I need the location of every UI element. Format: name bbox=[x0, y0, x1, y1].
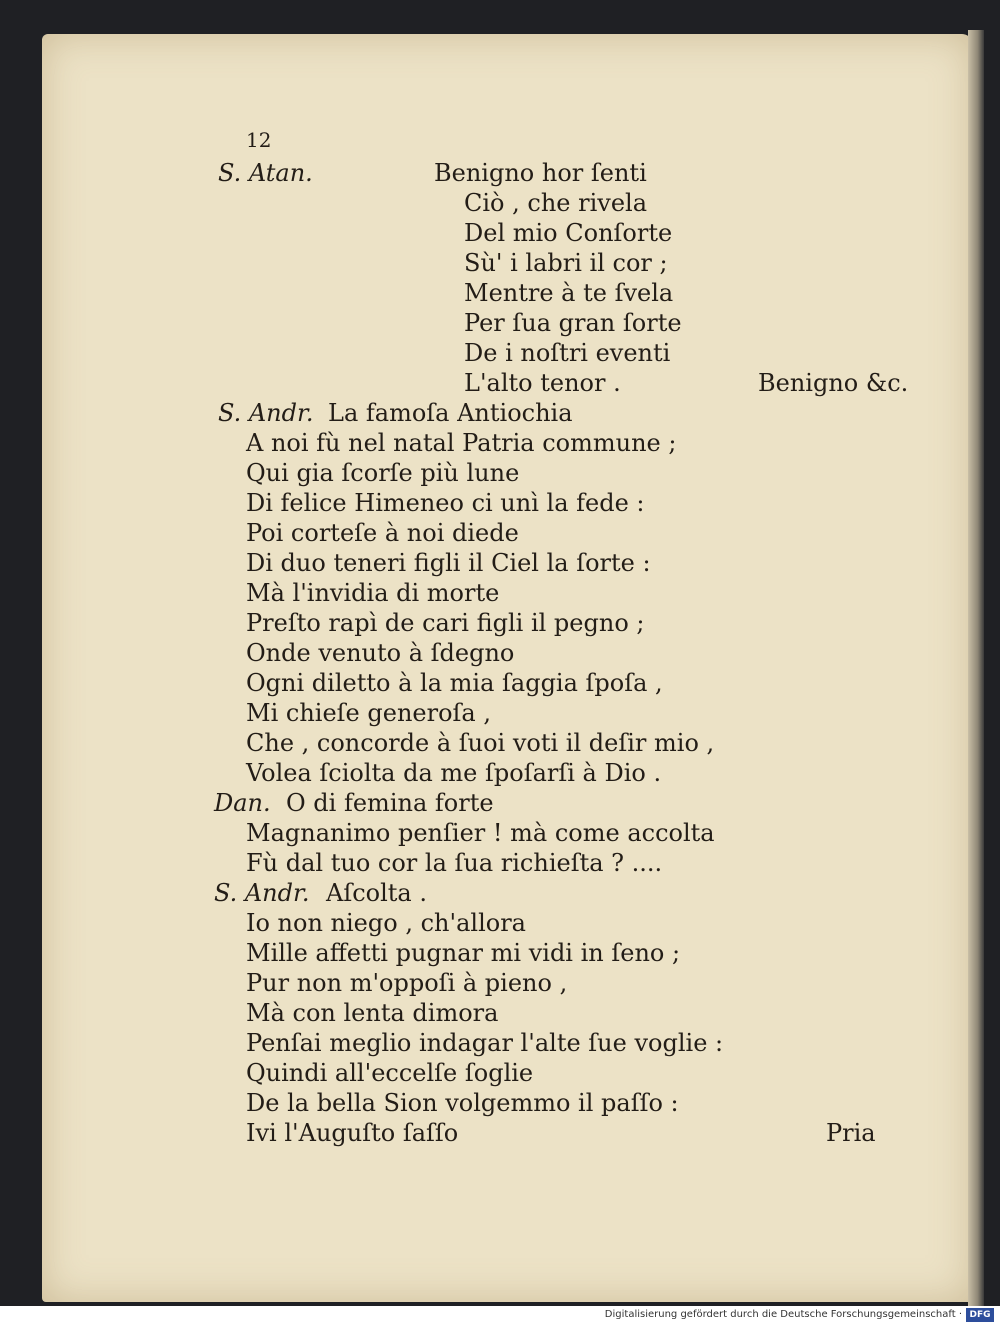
verse-line: L'alto tenor . bbox=[464, 369, 621, 397]
verse-line: Ogni diletto à la mia ſaggia ſpoſa , bbox=[246, 669, 663, 697]
verse-line: Magnanimo penſier ! mà come accolta bbox=[246, 819, 715, 847]
verse-line: Preſto rapì de cari figli il pegno ; bbox=[246, 609, 645, 637]
speaker-label: S. Andr. bbox=[214, 879, 310, 907]
repeat-cue: Benigno &c. bbox=[758, 369, 909, 397]
verse-line: Io non niego , ch'allora bbox=[246, 909, 526, 937]
speaker-label: Dan. bbox=[214, 789, 271, 817]
verse-line: Di felice Himeneo ci unì la fede : bbox=[246, 489, 645, 517]
verse-line: Poi corteſe à noi diede bbox=[246, 519, 519, 547]
verse-line: Mentre à te ſvela bbox=[464, 279, 674, 307]
verse-line: La famoſa Antiochia bbox=[328, 399, 573, 427]
verse-line: Che , concorde à ſuoi voti il deſir mio , bbox=[246, 729, 715, 757]
verse-line: Quindi all'eccelſe ſoglie bbox=[246, 1059, 534, 1087]
verse-line: Mi chieſe generoſa , bbox=[246, 699, 491, 727]
verse-line: Mille affetti pugnar mi vidi in ſeno ; bbox=[246, 939, 681, 967]
verse-line: Sù' i labri il cor ; bbox=[464, 249, 668, 277]
verse-line: Di duo teneri figli il Ciel la ſorte : bbox=[246, 549, 651, 577]
verse-line: Pur non m'oppoſi à pieno , bbox=[246, 969, 568, 997]
verse-line: De la bella Sion volgemmo il paſſo : bbox=[246, 1089, 679, 1117]
page-number: 12 bbox=[246, 128, 272, 152]
speaker-label: S. Atan. bbox=[218, 159, 313, 187]
verse-line: A noi fù nel natal Patria commune ; bbox=[246, 429, 677, 457]
verse-line: Benigno hor ſenti bbox=[434, 159, 647, 187]
verse-line: Mà l'invidia di morte bbox=[246, 579, 500, 607]
verse-line: Mà con lenta dimora bbox=[246, 999, 499, 1027]
verse-line: Onde venuto à ſdegno bbox=[246, 639, 515, 667]
book-spine bbox=[968, 30, 984, 1306]
verse-line: O di femina forte bbox=[286, 789, 494, 817]
verse-line: Fù dal tuo cor la ſua richieſta ? .... bbox=[246, 849, 663, 877]
verse-line: Ciò , che rivela bbox=[464, 189, 647, 217]
verse-line: De i noſtri eventi bbox=[464, 339, 671, 367]
funding-credit: Digitalisierung gefördert durch die Deutsche Forschungsgemeinschaft · bbox=[604, 1309, 962, 1320]
verse-line: Del mio Conſorte bbox=[464, 219, 673, 247]
catchword: Pria bbox=[826, 1119, 876, 1147]
verse-line: Per ſua gran ſorte bbox=[464, 309, 682, 337]
verse-line: Ivi l'Auguſto ſaſſo bbox=[246, 1119, 459, 1147]
verse-line: Qui gia ſcorſe più lune bbox=[246, 459, 520, 487]
dfg-logo: DFG bbox=[966, 1308, 994, 1322]
verse-line: Aſcolta . bbox=[326, 879, 427, 907]
speaker-label: S. Andr. bbox=[218, 399, 314, 427]
verse-line: Penſai meglio indagar l'alte ſue voglie : bbox=[246, 1029, 724, 1057]
verse-line: Volea ſciolta da me ſpoſarſi à Dio . bbox=[246, 759, 662, 787]
